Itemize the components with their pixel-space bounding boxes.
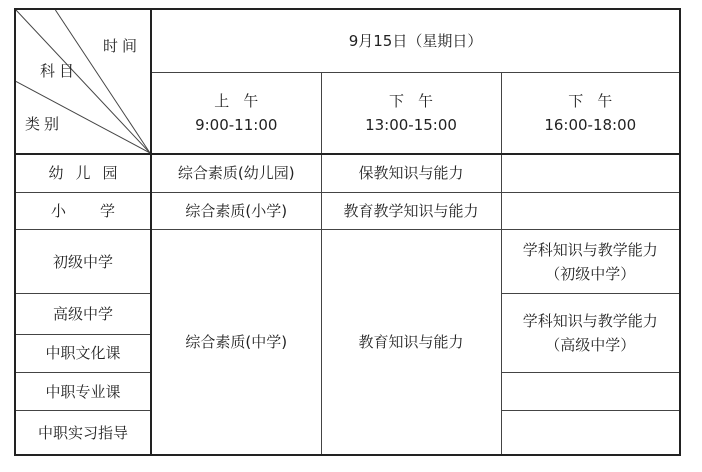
category-junior-middle: 初级中学 [15, 229, 151, 293]
cell-line: 学科知识与教学能力 [522, 312, 658, 331]
slot-header-afternoon-2 [501, 72, 680, 154]
slot-header-afternoon-1 [321, 72, 501, 154]
cell-primary-afternoon-2 [501, 192, 680, 229]
date-header: 9月15日（星期日） [151, 9, 680, 72]
cell-kindergarten-morning: 综合素质(幼儿园) [151, 154, 321, 192]
corner-label-subject: 科目 [40, 62, 79, 80]
slot-label: 上午 [214, 91, 273, 110]
cell-kindergarten-afternoon-2 [501, 154, 680, 192]
category-label: 幼儿园 [48, 164, 130, 183]
category-vocational-culture: 中职文化课 [15, 334, 151, 372]
cell-primary-morning: 综合素质(小学) [151, 192, 321, 229]
corner-label-time: 时间 [102, 37, 141, 55]
cell-line: （初级中学） [545, 264, 636, 283]
category-vocational-practice: 中职实习指导 [15, 411, 151, 455]
cell-vocational-practice-afternoon-2 [501, 411, 680, 455]
slot-time: 13:00-15:00 [365, 115, 457, 134]
category-senior-middle: 高级中学 [15, 294, 151, 334]
corner-header-cell [15, 9, 151, 154]
category-primary [15, 192, 151, 229]
cell-line: 学科知识与教学能力 [522, 240, 658, 259]
cell-senior-afternoon-2 [501, 294, 680, 373]
slot-header-morning [151, 72, 321, 154]
slot-time: 16:00-18:00 [544, 115, 637, 134]
cell-secondary-morning: 综合素质(中学) [151, 229, 321, 455]
cell-junior-afternoon-2 [501, 229, 680, 293]
cell-line: （高级中学） [545, 336, 636, 355]
corner-label-category: 类别 [25, 115, 64, 133]
category-label: 小学 [50, 201, 149, 220]
exam-schedule-table [14, 8, 681, 456]
cell-kindergarten-afternoon-1: 保教知识与能力 [321, 154, 501, 192]
cell-primary-afternoon-1: 教育教学知识与能力 [321, 192, 501, 229]
slot-time: 9:00-11:00 [195, 115, 278, 134]
slot-label: 下午 [568, 91, 627, 110]
cell-vocational-specialty-afternoon-2 [501, 372, 680, 410]
cell-secondary-afternoon-1: 教育知识与能力 [321, 229, 501, 455]
category-vocational-specialty: 中职专业课 [15, 372, 151, 410]
category-kindergarten [15, 154, 151, 192]
slot-label: 下午 [388, 91, 447, 110]
